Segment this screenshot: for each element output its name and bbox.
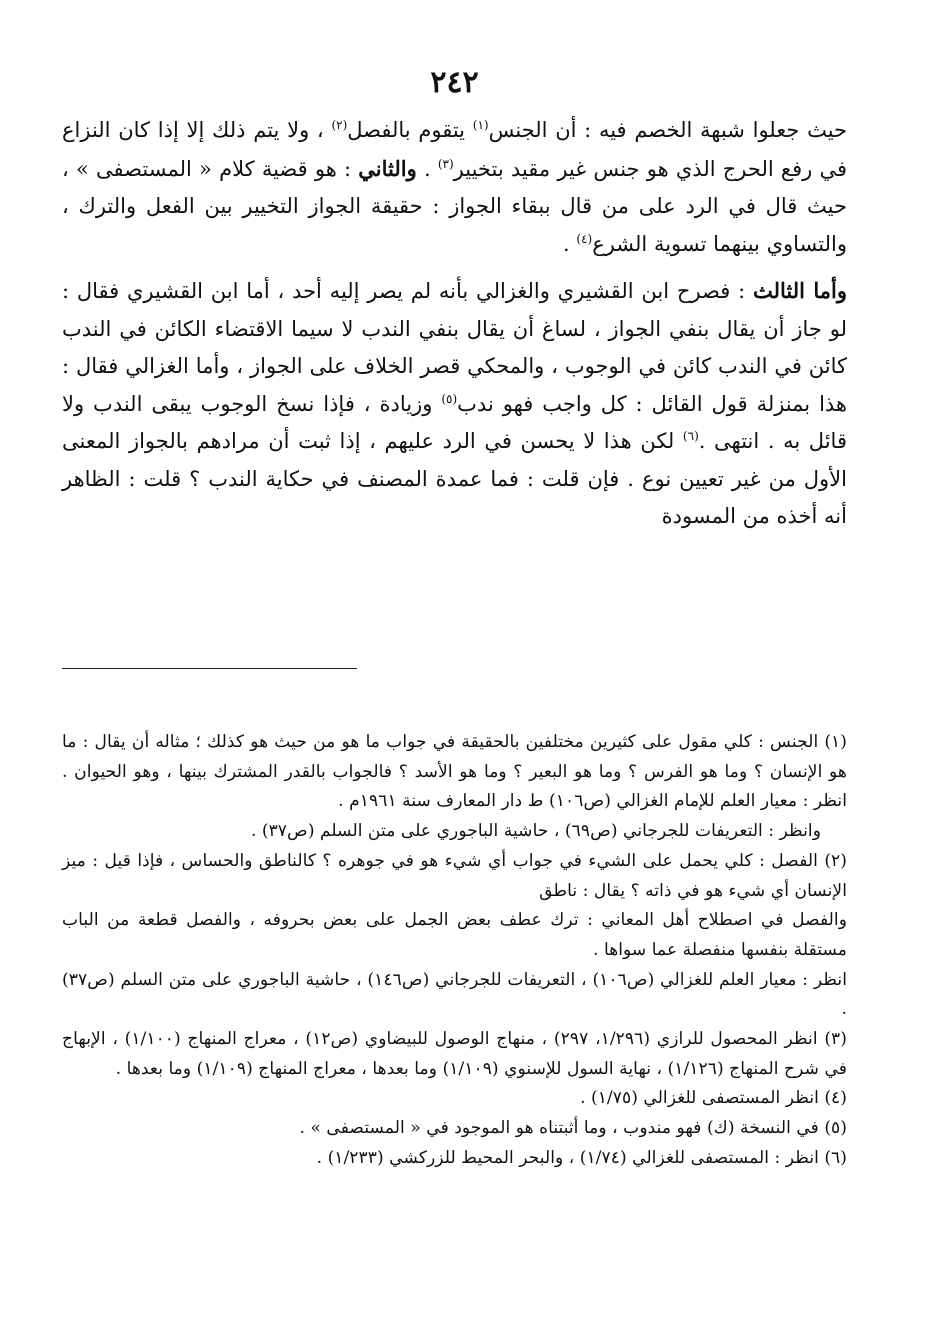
section-heading-third: وأما الثالث: [752, 278, 848, 303]
footnote-marker-3[interactable]: (٣): [437, 156, 454, 171]
text-segment: : فصرح ابن القشيري والغزالي بأنه لم يصر إليه أحد ، أما ابن القشيري فقال : لو جاز أن يقال بنفي الجواز ، لساغ أن يقال بنفي الندب لا سيما الاقتضاء الكائن في الندب كائن في الندب كائن في الوجوب ، والمحكي قصر الخلاف على الجواز ، وأما الغزالي فقال : هذا بمنزلة قول القائل : كل واجب فهو ندب: [62, 279, 847, 416]
footnote-marker-1[interactable]: (١): [472, 118, 489, 132]
text-segment: وزيادة ، فإذا نسخ الوجوب يبقى الندب ولا قائل به . انتهى .: [62, 391, 847, 453]
text-segment: .: [563, 231, 577, 256]
text-segment: لكن هذا لا يحسن في الرد عليهم ، إذا ثبت أن مرادهم بالجواز المعنى الأول من غير تعيين نوع . فإن قلت : فما عمدة المصنف في حكاية الندب ؟ قلت : الظاهر أنه أخذه من المسودة: [62, 429, 847, 528]
text-segment: يتقوم بالفصل: [347, 118, 473, 142]
text-segment: ، ولا يتم ذلك إلا إذا كان النزاع في رفع الحرج الذي هو جنس غير مقيد بتخيير: [62, 118, 847, 181]
footnote-5: (٥) في النسخة (ك) فهو مندوب ، وما أثبتناه هو الموجود في « المستصفى » .: [299, 1118, 847, 1139]
text-segment: حيث جعلوا شبهة الخصم فيه : أن الجنس: [488, 118, 848, 142]
main-text: [62, 112, 847, 536]
footnote-1-continued: وانظر : التعريفات للجرجاني (ص٦٩) ، حاشية الباجوري على متن السلم (ص٣٧) .: [250, 821, 821, 842]
text-segment: : هو قضية كلام « المستصفى » ، حيث قال في الرد على من قال ببقاء الجواز : حقيقة الجواز التخيير بين الفعل والترك ، والتساوي بينهما تسوية الشرع: [62, 156, 847, 256]
footnote-6: (٦) انظر : المستصفى للغزالي (١/٧٤) ، والبحر المحيط للزركشي (١/٢٣٣) .: [316, 1147, 847, 1168]
footnote-2-continued: والفصل في اصطلاح أهل المعاني : ترك عطف بعض الجمل على بعض بحروفه ، والفصل قطعة من الباب مستقلة بنفسها منفصلة عما سواها .: [62, 910, 847, 960]
page-number: ٢٤٢: [430, 65, 479, 100]
footnotes: [62, 728, 847, 1174]
main-paragraph-2: [62, 272, 847, 536]
page: [62, 60, 848, 1168]
footnote-2-references: انظر : معيار العلم للغزالي (ص١٠٦) ، التعريفات للجرجاني (ص١٤٦) ، حاشية الباجوري على متن السلم (ص٣٧) .: [62, 969, 847, 1020]
footnote-marker-2[interactable]: (٢): [331, 118, 348, 132]
footnote-marker-5[interactable]: (٥): [441, 391, 458, 406]
footnote-4: (٤) انظر المستصفى للغزالي (١/٧٥) .: [580, 1088, 847, 1109]
footnote-3: (٣) انظر المحصول للرازي (١/٢٩٦، ٢٩٧) ، منهاج الوصول للبيضاوي (ص١٢) ، معراج المنهاج (١/١٠٠) ، الإبهاج في شرح المنهاج (١/١٢٦) ، نهاية السول للإسنوي (١/١٠٩) وما بعدها ، معراج المنهاج (١/١٠٩) وما بعدها .: [62, 1029, 847, 1079]
footnote-marker-4[interactable]: (٤): [576, 231, 593, 246]
main-paragraph-1: [62, 112, 847, 263]
text-segment: .: [416, 156, 438, 181]
footnote-1: (١) الجنس : كلي مقول على كثيرين مختلفين بالحقيقة في جواب ما هو من حيث هو كذلك ؛ مثاله أن يقال : ما هو الإنسان ؟ وما هو الفرس ؟ وما هو البعير ؟ وما هو الأسد ؟ فالجواب بالقدر المشترك بينها ، وهو الحيوان . انظر : معيار العلم للإمام الغزالي (ص١٠٦) ط دار المعارف سنة ١٩٦١م .: [62, 732, 847, 812]
footnote-marker-6[interactable]: (٦): [682, 429, 699, 443]
section-heading-second: والثاني: [358, 155, 417, 181]
footnote-2: (٢) الفصل : كلي يحمل على الشيء في جواب أي شيء هو في جوهره ؟ كالناطق والحساس ، فإذا قيل : ميز الإنسان أي شيء هو في ذاته ؟ يقال : ناطق: [62, 850, 847, 901]
footnote-separator: [62, 668, 357, 669]
